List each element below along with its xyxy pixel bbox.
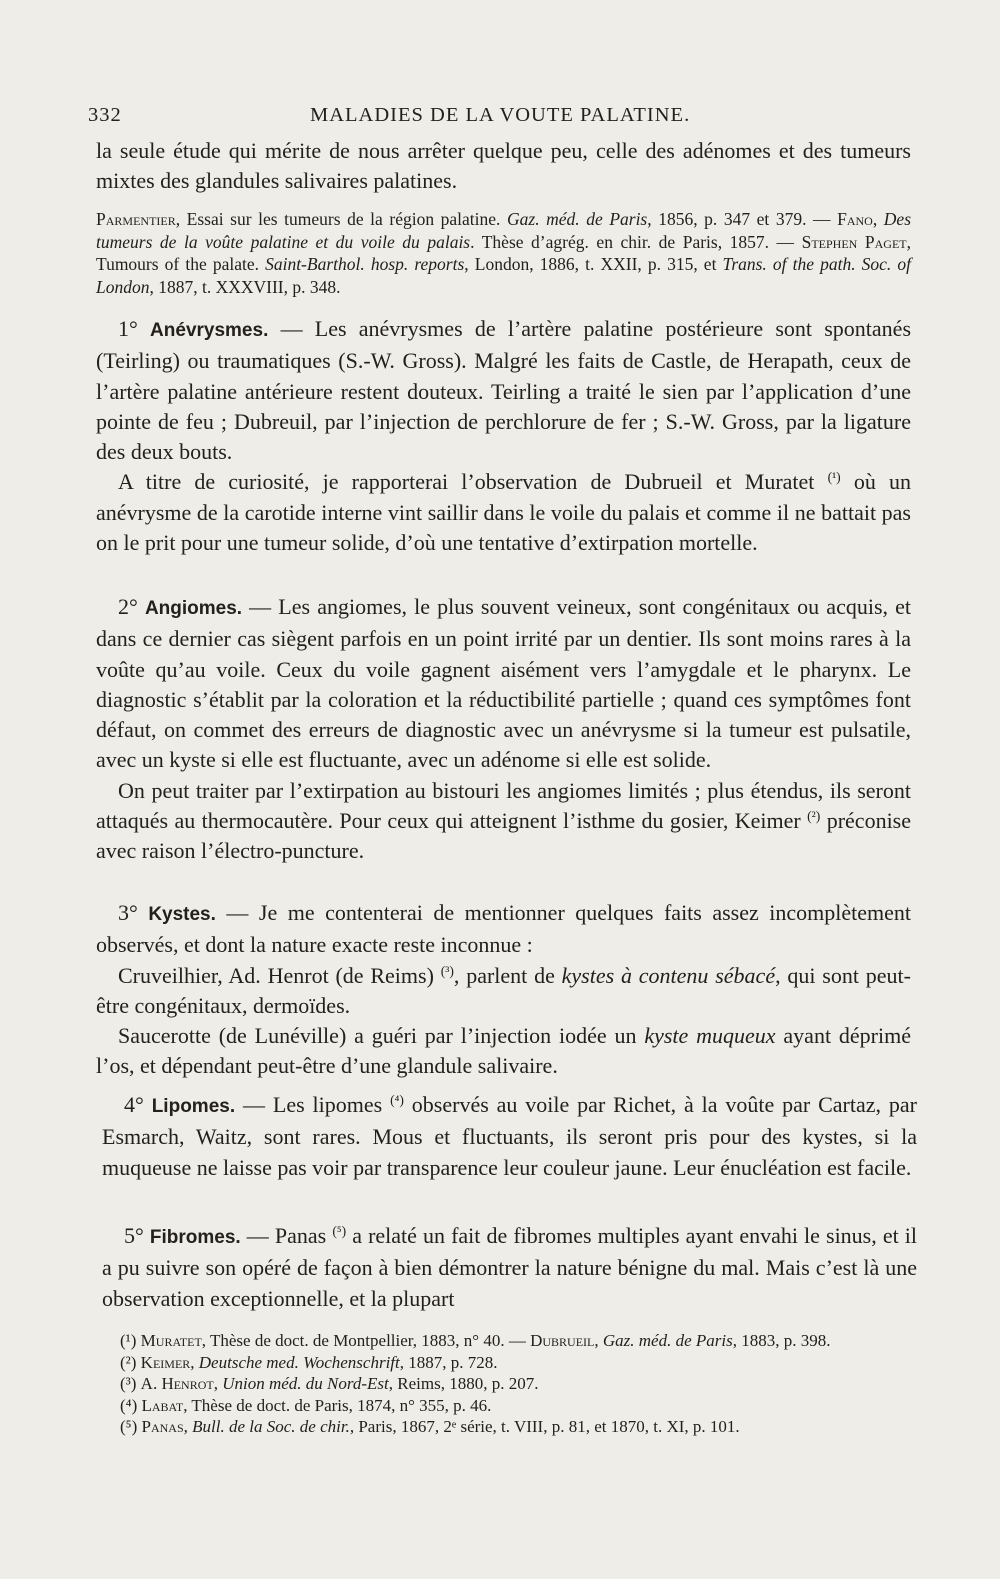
paragraph-text: — Les angiomes, le plus souvent veineux, sont congénitaux ou acquis, et dans ce dernier cas siègent parfois en un point irrité par un dentier. Ils sont moins rares à la voûte qu’au voile. Ceux du voile gagnent aisément vers l’amygdale et le pharynx. Le diagnostic s’établit par la coloration et la réductibilité partielle ; quand ces symptômes font défaut, on commet des erreurs de diagnostic avec un anévrysme si la tumeur est pulsatile, avec un kyste si elle est fluctuante, avec un adénome si elle est solide.: [96, 594, 912, 773]
section-number: 5°: [124, 1223, 144, 1248]
running-title: MALADIES DE LA VOUTE PALATINE.: [310, 104, 691, 126]
bib-text: , 1856, p. 347 et 379. —: [647, 209, 838, 229]
bib-journal: Saint-Barthol. hosp. reports: [265, 254, 465, 275]
bib-title: Des tumeurs de la voûte palatine et du voile du palais: [96, 209, 912, 252]
footnote-text: ,: [183, 1417, 193, 1436]
section-number: 4°: [124, 1092, 144, 1117]
footnote-journal: Deutsche med. Wochenschrift: [198, 1352, 400, 1372]
paragraph-text: a relaté un fait de fibromes multiples ayant envahi le sinus, et il a pu suivre son opéré de façon à bien démontrer la nature bénigne du mal. Mais c’est là une observation exceptionnelle, et la plupart: [102, 1223, 918, 1311]
emphasis-text: kystes à contenu sébacé: [561, 962, 776, 988]
emphasis-text: kyste muqueux: [644, 1023, 776, 1049]
footnote-author: Dubrueil: [530, 1331, 595, 1350]
footnote-author: Muratet: [140, 1331, 202, 1350]
footnote-ref: (³): [440, 963, 454, 979]
section-number: 1°: [118, 316, 138, 341]
paragraph-text: — Les anévrysmes de l’artère palatine postérieure sont spontanés (Teirling) ou traumatiques (S.-W. Gross). Malgré les faits de Castle, de Herapath, ceux de l’artère palatine antérieure restent douteux. Teirling a traité le sien par l’application d’une pointe de feu ; Dubreuil, par l’injection de perchlorure de fer ; S.-W. Gross, par la ligature des deux bouts.: [96, 316, 912, 465]
page-number: 332: [88, 104, 122, 126]
paragraph-text: A titre de curiosité, je rapporterai l’observation de Dubrueil et Muratet: [118, 469, 828, 495]
footnote: [120, 1373, 920, 1395]
bib-journal: Gaz. méd. de Paris: [507, 209, 648, 229]
footnote-text: ,: [594, 1331, 603, 1350]
paragraph-text: Cruveilhier, Ad. Henrot (de Reims): [118, 962, 441, 988]
footnote-ref: (¹): [827, 469, 841, 485]
paragraph-text: , qui sont peut-être congénitaux, dermoïdes.: [96, 962, 911, 1018]
footnote-mark: (¹): [120, 1331, 137, 1350]
section-title: Lipomes.: [151, 1096, 236, 1117]
footnote-author: A. Henrot: [140, 1374, 214, 1393]
section-fibromes: [102, 1221, 917, 1314]
section-lipomes: [102, 1090, 917, 1183]
footnote-text: , 1883, p. 398.: [732, 1331, 831, 1350]
footnote-author: Labat: [141, 1395, 184, 1415]
paragraph-text: ayant déprimé l’os, et dépendant peut-être d’une glandule salivaire.: [96, 1023, 911, 1079]
footnote-text: , Thèse de doct. de Paris, 1874, n° 355, p. 46.: [183, 1395, 492, 1415]
section-title: Fibromes.: [149, 1227, 241, 1248]
footnote-text: , Reims, 1880, p. 207.: [388, 1374, 539, 1393]
footnote-mark: (⁴): [120, 1395, 138, 1415]
section-number: 3°: [118, 900, 138, 925]
footnote-text: , Paris, 1867, 2ᵉ série, t. VIII, p. 81, et 1870, t. XI, p. 101.: [349, 1417, 740, 1436]
section-number: 2°: [118, 594, 138, 619]
footnote-ref: (⁴): [390, 1092, 404, 1108]
bib-author: Parmentier: [96, 209, 176, 229]
section-kystes: [96, 898, 911, 1082]
paragraph-text: — Panas: [240, 1223, 333, 1248]
footnote-text: ,: [190, 1352, 199, 1372]
footnote-journal: Gaz. méd. de Paris: [602, 1331, 733, 1350]
footnote: [120, 1330, 920, 1352]
paragraph-text: observés au voile par Richet, à la voûte par Cartaz, par Esmarch, Waitz, sont rares. Mous et fluctuants, ils seront pris pour des kystes, si la muqueuse ne laisse pas voir par transparence leur couleur jaune. Leur énucléation est facile.: [102, 1092, 917, 1180]
intro-text: la seule étude qui mérite de nous arrêter quelque peu, celle des adénomes et des tumeurs mixtes des glandules salivaires palatines.: [96, 138, 911, 194]
paragraph-text: — Je me contenterai de mentionner quelques faits assez incomplètement observés, et dont la nature exacte reste inconnue :: [96, 900, 911, 958]
paragraph-text: — Les lipomes: [235, 1092, 391, 1117]
footnote-mark: (⁵): [120, 1417, 138, 1436]
bib-author: Stephen Paget: [801, 231, 907, 252]
footnote-author: Keimer: [140, 1352, 191, 1372]
bib-text: , 1887, t. XXXVIII, p. 348.: [149, 276, 341, 297]
paragraph-text: préconise avec raison l’électro-puncture.: [96, 808, 912, 864]
footnote-ref: (⁵): [332, 1223, 347, 1239]
footnotes: [120, 1330, 920, 1438]
bib-text: , Tumours of the palate.: [96, 231, 911, 275]
footnote-author: Panas: [141, 1417, 184, 1436]
section-angiomes: [96, 592, 911, 867]
footnote-text: , 1887, p. 728.: [399, 1352, 498, 1372]
intro-paragraph: [96, 136, 911, 197]
bib-journal: Trans. of the path. Soc. of London: [96, 254, 912, 297]
bib-text: . Thèse d’agrég. en chir. de Paris, 1857. —: [470, 231, 802, 252]
bib-text: , Essai sur les tumeurs de la région palatine.: [175, 209, 507, 229]
footnote-journal: Bull. de la Soc. de chir.: [192, 1417, 350, 1436]
paragraph-text: Saucerotte (de Lunéville) a guéri par l’injection iodée un: [118, 1023, 645, 1049]
footnote: [120, 1352, 920, 1374]
section-title: Angiomes.: [144, 598, 243, 619]
paragraph-text: , parlent de: [453, 962, 562, 988]
section-title: Anévrysmes.: [150, 320, 269, 341]
footnote-ref: (²): [807, 808, 821, 824]
paragraph-text: On peut traiter par l’extirpation au bistouri les angiomes limités ; plus étendus, ils seront attaqués au thermocautère. Pour ceux qui atteignent l’isthme du gosier, Keimer: [96, 777, 911, 834]
bib-text: , London, 1886, t. XXII, p. 315, et: [464, 254, 723, 275]
bibliography: [96, 208, 911, 298]
section-title: Kystes.: [148, 904, 216, 925]
footnote-mark: (³): [120, 1374, 137, 1393]
section-anevrysmes: [96, 314, 911, 558]
footnote-journal: Union méd. du Nord-Est: [222, 1374, 389, 1393]
footnote-text: , Thèse de doct. de Montpellier, 1883, n° 40. —: [201, 1331, 531, 1350]
bib-text: ,: [872, 209, 884, 229]
footnote-mark: (²): [120, 1352, 137, 1372]
footnote-text: ,: [213, 1374, 223, 1393]
footnote: [120, 1395, 920, 1417]
bib-author: Fano: [837, 209, 873, 229]
footnote: [120, 1416, 920, 1438]
paragraph-text: où un anévrysme de la carotide interne vint saillir dans le voile du palais et comme il ne battait pas on le prit pour une tumeur solide, d’où une tentative d’extirpation mortelle.: [96, 469, 912, 556]
